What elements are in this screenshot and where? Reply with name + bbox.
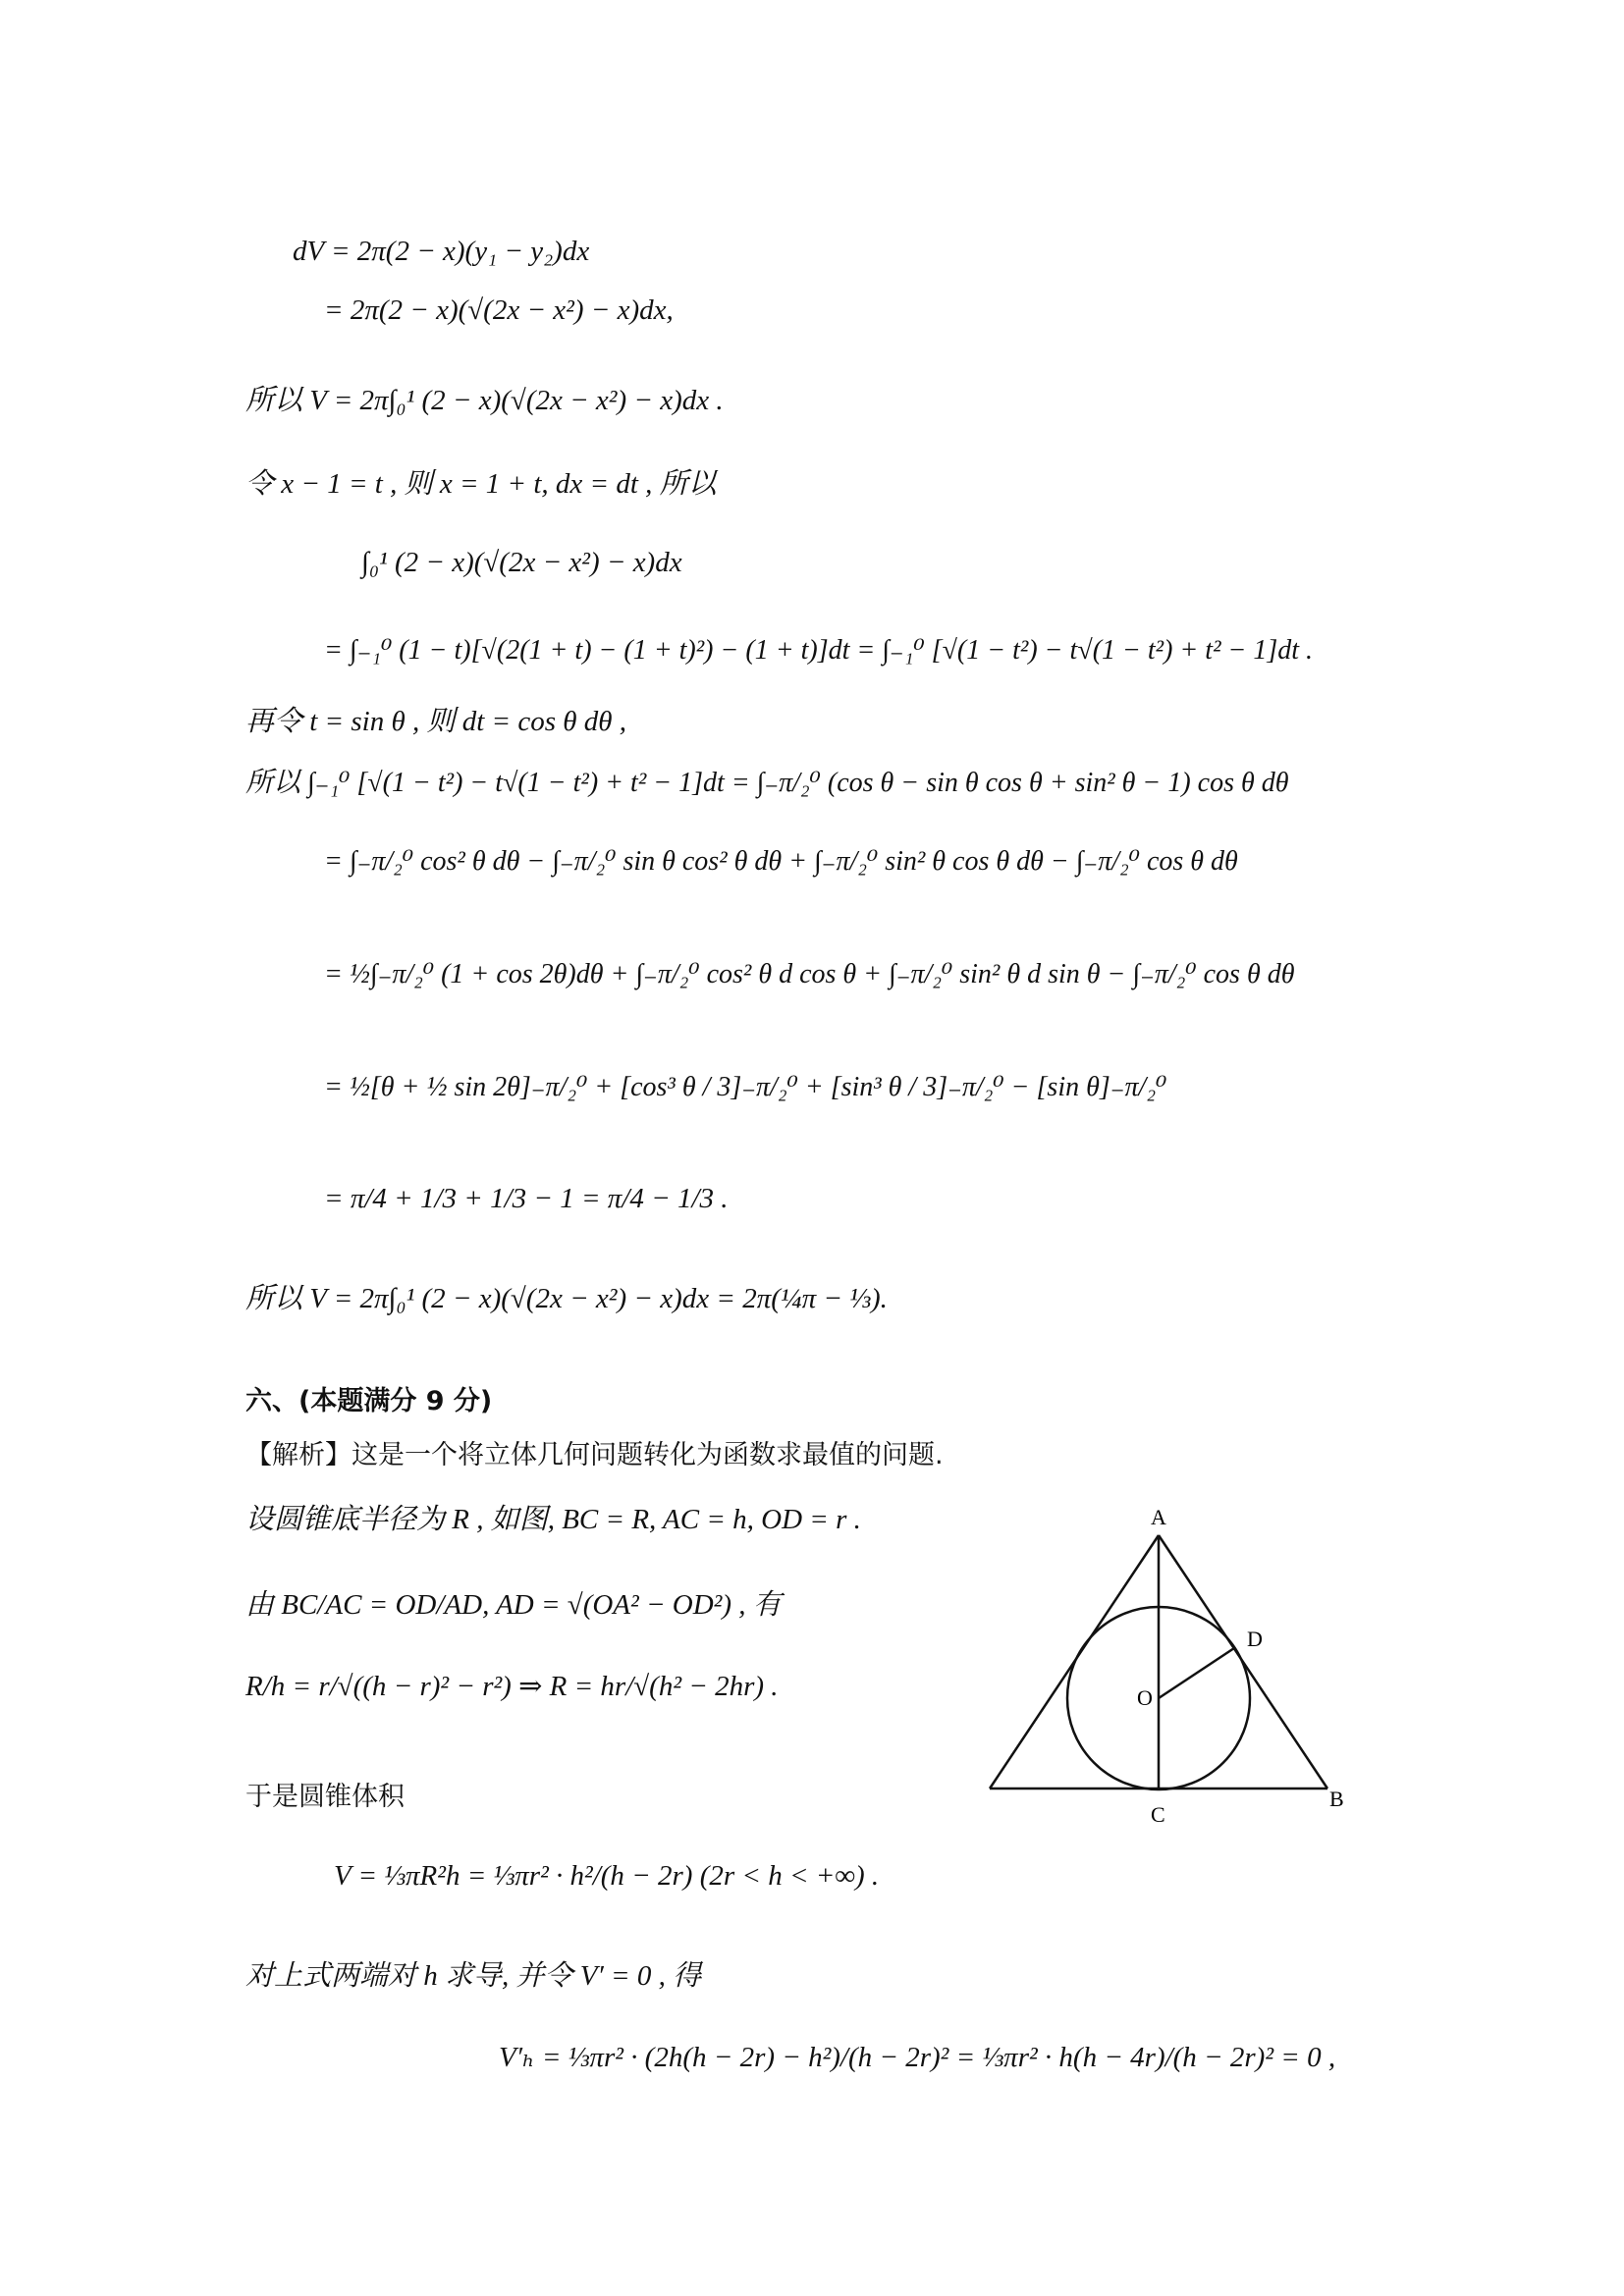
- setup-line: 设圆锥底半径为 R , 如图, BC = R, AC = h, OD = r .: [245, 1504, 861, 1535]
- volume-formula: V = ⅓πR²h = ⅓πr² · h²/(h − 2r) (2r < h < +∞) .: [334, 1860, 880, 1892]
- numeric-result: = π/4 + 1/3 + 1/3 − 1 = π/4 − 1/3 .: [324, 1183, 729, 1214]
- substitution-line: 令 x − 1 = t , 则 x = 1 + t, dx = dt , 所以: [245, 468, 717, 500]
- derivative-formula: V′ₕ = ⅓πr² · (2h(h − 2r) − h²)/(h − 2r)² = ⅓πr² · h(h − 4r)/(h − 2r)² = 0 ,: [499, 2042, 1336, 2073]
- eq-v-integral: 所以 V = 2π∫₀¹ (2 − x)(√(2x − x²) − x)dx .: [245, 385, 724, 416]
- second-substitution: 再令 t = sin θ , 则 dt = cos θ dθ ,: [245, 706, 626, 737]
- similar-triangles-line: 由 BC/AC = OD/AD, AD = √(OA² − OD²) , 有: [245, 1589, 782, 1621]
- integral-split: = ∫₋π/₂⁰ cos² θ dθ − ∫₋π/₂⁰ sin θ cos² θ dθ + ∫₋π/₂⁰ sin² θ cos θ dθ − ∫₋π/₂⁰ cos θ dθ: [324, 846, 1238, 877]
- label-d: D: [1247, 1627, 1263, 1651]
- final-volume: 所以 V = 2π∫₀¹ (2 − x)(√(2x − x²) − x)dx = 2π(¼π − ⅓).: [245, 1283, 888, 1314]
- integral-theta: 所以 ∫₋₁⁰ [√(1 − t²) − t√(1 − t²) + t² − 1]dt = ∫₋π/₂⁰ (cos θ − sin θ cos θ + sin² θ − 1) cos θ dθ: [245, 768, 1289, 798]
- eq-dv-2: = 2π(2 − x)(√(2x − x²) − x)dx,: [324, 294, 674, 326]
- label-o: O: [1137, 1685, 1153, 1710]
- integral-substituted: = ∫₋₁⁰ (1 − t)[√(2(1 + t) − (1 + t)²) − (1 + t)]dt = ∫₋₁⁰ [√(1 − t²) − t√(1 − t²) + t² − 1]dt .: [324, 635, 1314, 666]
- label-a: A: [1151, 1505, 1166, 1529]
- integral-rewritten: = ½∫₋π/₂⁰ (1 + cos 2θ)dθ + ∫₋π/₂⁰ cos² θ d cos θ + ∫₋π/₂⁰ sin² θ d sin θ − ∫₋π/₂⁰ cos θ dθ: [324, 959, 1295, 989]
- integral-start: ∫₀¹ (2 − x)(√(2x − x²) − x)dx: [361, 547, 682, 578]
- analysis-text: 【解析】这是一个将立体几何问题转化为函数求最值的问题.: [245, 1440, 944, 1470]
- derivative-intro: 对上式两端对 h 求导, 并令 V′ = 0 , 得: [245, 1960, 702, 1992]
- label-b: B: [1329, 1787, 1344, 1811]
- eq-dv: dV = 2π(2 − x)(y₁ − y₂)dx: [293, 236, 590, 267]
- radius-od: [1159, 1648, 1234, 1698]
- radius-relation: R/h = r/√((h − r)² − r²) ⇒ R = hr/√(h² − 2hr) .: [245, 1671, 779, 1702]
- section-heading: 六、(本题满分 9 分): [245, 1386, 493, 1416]
- volume-intro: 于是圆锥体积: [245, 1782, 405, 1812]
- label-c: C: [1151, 1802, 1165, 1827]
- evaluated-brackets: = ½[θ + ½ sin 2θ]₋π/₂⁰ + [cos³ θ / 3]₋π/₂⁰ + [sin³ θ / 3]₋π/₂⁰ − [sin θ]₋π/₂⁰: [324, 1072, 1167, 1102]
